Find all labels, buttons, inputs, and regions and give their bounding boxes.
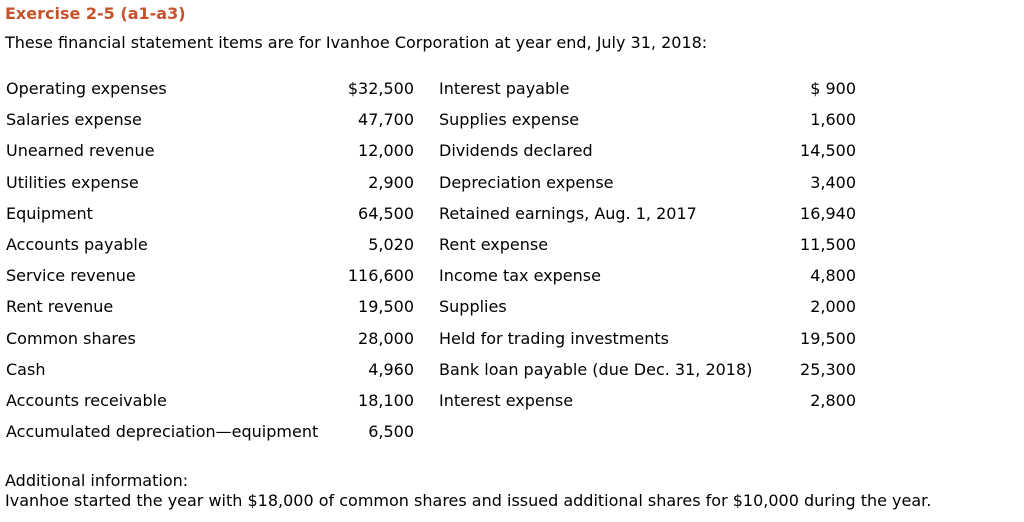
item-amount: 116,600 [347, 266, 414, 286]
item-label: Equipment [6, 203, 93, 223]
table-row [0, 198, 1024, 229]
table-row [0, 291, 1024, 322]
item-label: Supplies [439, 297, 507, 317]
item-label: Income tax expense [439, 266, 601, 286]
financial-items-table [0, 73, 1024, 447]
item-amount: 16,940 [800, 203, 856, 223]
table-row [0, 385, 1024, 416]
item-amount: 19,500 [800, 328, 856, 348]
item-label: Bank loan payable (due Dec. 31, 2018) [439, 359, 753, 379]
item-label: Dividends declared [439, 141, 593, 161]
item-amount: 64,500 [358, 203, 414, 223]
item-amount: 25,300 [800, 359, 856, 379]
item-amount: 6,500 [368, 422, 414, 442]
additional-text: Ivanhoe started the year with $18,000 of common shares and issued additional shares for $10,000 during the year. [5, 491, 932, 510]
item-amount: 4,800 [810, 266, 856, 286]
table-row [0, 104, 1024, 135]
item-amount: 2,800 [810, 390, 856, 410]
additional-heading: Additional information: [5, 471, 189, 490]
item-label: Accumulated depreciation—equipment [6, 422, 319, 442]
item-label: Accounts receivable [6, 390, 167, 410]
item-label: Utilities expense [6, 172, 139, 192]
exercise-intro: These financial statement items are for Ivanhoe Corporation at year end, July 31, 2018: [5, 33, 708, 52]
table-row [0, 229, 1024, 260]
item-label: Operating expenses [6, 79, 167, 98]
table-row [0, 167, 1024, 198]
exercise-title: Exercise 2-5 (a1-a3) [5, 4, 186, 23]
item-label: Depreciation expense [439, 172, 614, 192]
item-amount: 4,960 [368, 359, 414, 379]
item-amount: 5,020 [368, 234, 414, 254]
item-amount: 28,000 [358, 328, 414, 348]
item-amount: 47,700 [358, 110, 414, 130]
item-label: Service revenue [6, 266, 136, 286]
table-row [0, 354, 1024, 385]
item-amount: 1,600 [810, 110, 856, 130]
table-row [0, 73, 1024, 104]
item-amount: 12,000 [358, 141, 414, 161]
item-amount: $ 900 [810, 79, 856, 98]
item-label: Held for trading investments [439, 328, 669, 348]
table-row [0, 260, 1024, 291]
item-amount: 2,000 [810, 297, 856, 317]
item-label: Rent revenue [6, 297, 114, 317]
item-label: Salaries expense [6, 110, 142, 130]
item-amount: 14,500 [800, 141, 856, 161]
table-row [0, 416, 1024, 447]
item-label: Common shares [6, 328, 136, 348]
item-label: Rent expense [439, 234, 549, 254]
item-label: Unearned revenue [6, 141, 155, 161]
table-row [0, 323, 1024, 354]
additional-information [5, 471, 931, 511]
item-label: Supplies expense [439, 110, 580, 130]
item-amount: $32,500 [347, 79, 414, 98]
item-label: Interest expense [439, 390, 574, 410]
item-amount: 3,400 [810, 172, 856, 192]
item-amount: 2,900 [368, 172, 414, 192]
item-label: Interest payable [439, 79, 570, 98]
item-amount: 11,500 [800, 234, 856, 254]
item-label: Accounts payable [6, 234, 148, 254]
item-amount: 19,500 [358, 297, 414, 317]
item-amount: 18,100 [358, 390, 414, 410]
item-label: Cash [6, 359, 46, 379]
item-label: Retained earnings, Aug. 1, 2017 [439, 203, 697, 223]
table-row [0, 135, 1024, 166]
